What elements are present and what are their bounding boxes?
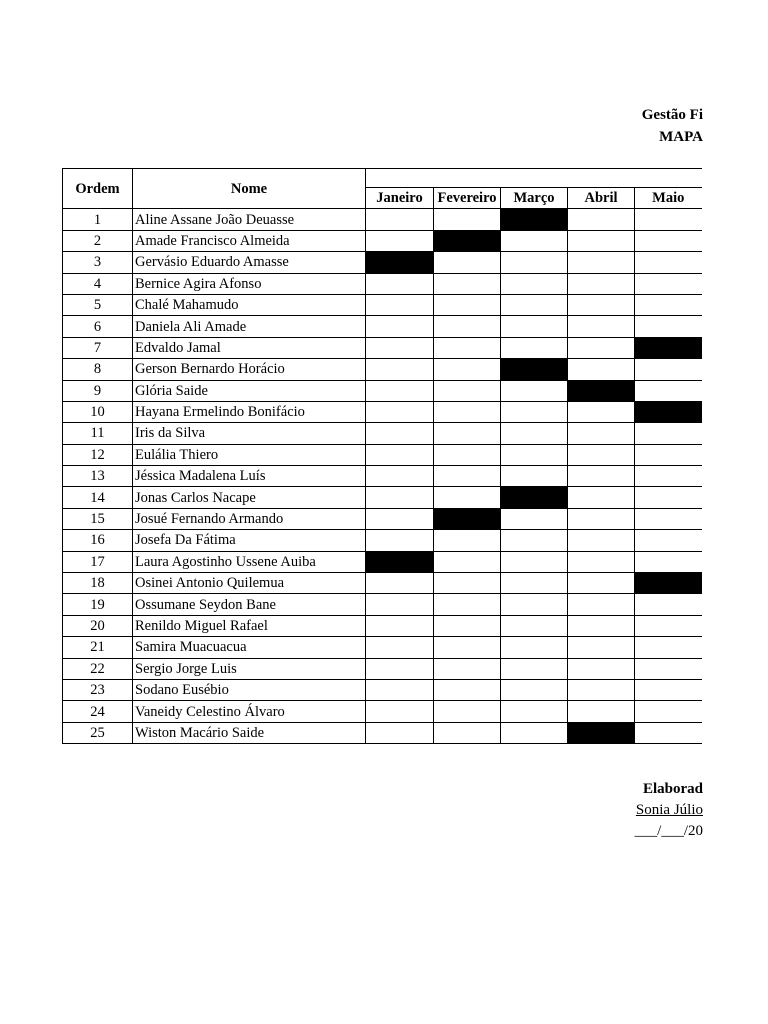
month-cell — [501, 615, 568, 636]
month-cell — [635, 722, 702, 743]
month-header: Maio — [635, 188, 702, 209]
month-cell-filled — [366, 252, 434, 273]
order-cell: 20 — [63, 615, 133, 636]
month-cell — [434, 615, 501, 636]
month-cell — [366, 722, 434, 743]
month-cell — [501, 401, 568, 422]
month-cell — [366, 701, 434, 722]
month-cell — [568, 487, 635, 508]
name-cell: Iris da Silva — [133, 423, 366, 444]
month-cell — [501, 294, 568, 315]
name-cell: Ossumane Seydon Bane — [133, 594, 366, 615]
order-cell: 14 — [63, 487, 133, 508]
month-cell — [366, 359, 434, 380]
month-cell-filled — [366, 551, 434, 572]
month-cell — [635, 273, 702, 294]
name-cell: Josefa Da Fátima — [133, 530, 366, 551]
name-cell: Osinei Antonio Quilemua — [133, 573, 366, 594]
month-cell-filled — [434, 508, 501, 529]
month-cell — [568, 530, 635, 551]
month-cell — [635, 487, 702, 508]
month-cell — [434, 444, 501, 465]
month-cell-filled — [568, 380, 635, 401]
name-cell: Eulália Thiero — [133, 444, 366, 465]
month-cell — [568, 316, 635, 337]
table-row — [63, 551, 702, 572]
month-cell — [434, 573, 501, 594]
month-cell-filled — [501, 359, 568, 380]
month-cell — [635, 230, 702, 251]
order-cell: 25 — [63, 722, 133, 743]
month-cell — [568, 230, 635, 251]
table-row — [63, 423, 702, 444]
month-cell — [434, 337, 501, 358]
month-cell — [635, 679, 702, 700]
month-cell — [501, 316, 568, 337]
month-cell-filled — [501, 209, 568, 230]
order-cell: 8 — [63, 359, 133, 380]
month-header: Janeiro — [366, 188, 434, 209]
month-cell-filled — [568, 722, 635, 743]
name-cell: Daniela Ali Amade — [133, 316, 366, 337]
name-cell: Glória Saide — [133, 380, 366, 401]
month-cell — [366, 466, 434, 487]
month-header: Abril — [568, 188, 635, 209]
month-cell — [434, 359, 501, 380]
prepared-by-label: Elaborad — [642, 781, 703, 797]
month-cell — [434, 722, 501, 743]
months-group-header — [366, 169, 702, 188]
month-cell — [366, 508, 434, 529]
month-cell — [366, 273, 434, 294]
month-cell — [635, 294, 702, 315]
month-cell — [501, 444, 568, 465]
order-cell: 24 — [63, 701, 133, 722]
table-row — [63, 679, 702, 700]
month-cell — [366, 401, 434, 422]
table-row — [63, 294, 702, 315]
month-cell-filled — [501, 487, 568, 508]
name-cell: Sodano Eusébio — [133, 679, 366, 700]
month-cell — [434, 487, 501, 508]
month-cell — [568, 594, 635, 615]
month-cell — [366, 658, 434, 679]
table-row — [63, 615, 702, 636]
month-cell — [366, 637, 434, 658]
month-cell — [434, 637, 501, 658]
name-cell: Aline Assane João Deuasse — [133, 209, 366, 230]
order-cell: 6 — [63, 316, 133, 337]
table-row — [63, 637, 702, 658]
month-cell — [434, 701, 501, 722]
month-cell — [501, 722, 568, 743]
month-cell — [635, 658, 702, 679]
order-cell: 5 — [63, 294, 133, 315]
order-cell: 12 — [63, 444, 133, 465]
month-cell — [434, 252, 501, 273]
table-row — [63, 701, 702, 722]
month-cell — [501, 508, 568, 529]
month-cell — [568, 615, 635, 636]
month-cell-filled — [635, 401, 702, 422]
name-cell: Vaneidy Celestino Álvaro — [133, 701, 366, 722]
month-cell — [501, 637, 568, 658]
month-cell — [366, 444, 434, 465]
order-cell: 15 — [63, 508, 133, 529]
month-cell — [635, 637, 702, 658]
month-cell — [635, 423, 702, 444]
order-cell: 3 — [63, 252, 133, 273]
order-cell: 17 — [63, 551, 133, 572]
month-cell — [635, 508, 702, 529]
month-cell — [501, 230, 568, 251]
month-cell — [635, 359, 702, 380]
month-cell — [568, 359, 635, 380]
table-row — [63, 487, 702, 508]
month-cell — [434, 380, 501, 401]
table-row — [63, 273, 702, 294]
name-cell: Samira Muacuacua — [133, 637, 366, 658]
month-cell — [501, 701, 568, 722]
order-cell: 19 — [63, 594, 133, 615]
name-cell: Josué Fernando Armando — [133, 508, 366, 529]
table-row — [63, 230, 702, 251]
month-cell — [568, 466, 635, 487]
month-cell — [501, 551, 568, 572]
name-cell: Chalé Mahamudo — [133, 294, 366, 315]
month-cell — [635, 252, 702, 273]
month-cell — [501, 466, 568, 487]
month-cell — [501, 594, 568, 615]
table-row — [63, 722, 702, 743]
table-row — [63, 658, 702, 679]
month-cell — [366, 209, 434, 230]
attendance-table — [62, 168, 702, 744]
month-cell — [635, 594, 702, 615]
table-row — [63, 444, 702, 465]
month-cell — [501, 337, 568, 358]
month-cell — [501, 273, 568, 294]
table-row — [63, 359, 702, 380]
month-cell — [366, 594, 434, 615]
month-cell — [366, 316, 434, 337]
name-cell: Jéssica Madalena Luís — [133, 466, 366, 487]
month-cell — [366, 337, 434, 358]
month-cell — [366, 487, 434, 508]
order-cell: 23 — [63, 679, 133, 700]
month-cell — [568, 423, 635, 444]
order-cell: 9 — [63, 380, 133, 401]
month-cell — [568, 573, 635, 594]
order-cell: 21 — [63, 637, 133, 658]
month-cell — [635, 615, 702, 636]
month-cell — [568, 658, 635, 679]
name-cell: Edvaldo Jamal — [133, 337, 366, 358]
month-cell — [434, 658, 501, 679]
name-cell: Gerson Bernardo Horácio — [133, 359, 366, 380]
document-title: Gestão Fi — [641, 107, 703, 123]
month-cell — [366, 573, 434, 594]
month-cell — [366, 615, 434, 636]
month-cell — [635, 551, 702, 572]
month-cell — [501, 679, 568, 700]
month-cell-filled — [635, 573, 702, 594]
order-cell: 1 — [63, 209, 133, 230]
table-row — [63, 337, 702, 358]
table-row — [63, 530, 702, 551]
document-subtitle: MAPA — [659, 129, 703, 145]
month-cell — [568, 637, 635, 658]
month-cell — [635, 466, 702, 487]
name-cell: Sergio Jorge Luis — [133, 658, 366, 679]
table-row — [63, 252, 702, 273]
month-cell — [501, 252, 568, 273]
month-cell — [635, 530, 702, 551]
column-header-order: Ordem — [63, 169, 133, 209]
month-cell — [635, 209, 702, 230]
table-row — [63, 209, 702, 230]
month-header: Fevereiro — [434, 188, 501, 209]
month-cell — [366, 423, 434, 444]
order-cell: 13 — [63, 466, 133, 487]
month-cell — [635, 444, 702, 465]
month-cell — [366, 380, 434, 401]
name-cell: Jonas Carlos Nacape — [133, 487, 366, 508]
month-cell — [501, 573, 568, 594]
table-row — [63, 573, 702, 594]
month-cell — [568, 294, 635, 315]
name-cell: Amade Francisco Almeida — [133, 230, 366, 251]
name-cell: Bernice Agira Afonso — [133, 273, 366, 294]
table-row — [63, 508, 702, 529]
order-cell: 10 — [63, 401, 133, 422]
name-cell: Hayana Ermelindo Bonifácio — [133, 401, 366, 422]
month-cell — [366, 294, 434, 315]
month-cell — [434, 423, 501, 444]
month-cell — [568, 209, 635, 230]
month-cell — [568, 508, 635, 529]
month-cell — [366, 530, 434, 551]
month-cell — [568, 551, 635, 572]
month-cell — [501, 530, 568, 551]
month-cell — [434, 294, 501, 315]
month-cell — [434, 679, 501, 700]
month-cell — [434, 551, 501, 572]
table-row — [63, 466, 702, 487]
table-row — [63, 401, 702, 422]
month-cell — [568, 701, 635, 722]
month-cell — [434, 401, 501, 422]
name-cell: Laura Agostinho Ussene Auiba — [133, 551, 366, 572]
order-cell: 7 — [63, 337, 133, 358]
order-cell: 16 — [63, 530, 133, 551]
month-cell — [568, 401, 635, 422]
month-cell — [434, 209, 501, 230]
month-cell — [434, 530, 501, 551]
order-cell: 22 — [63, 658, 133, 679]
month-cell — [434, 466, 501, 487]
column-header-name: Nome — [133, 169, 366, 209]
table-row — [63, 316, 702, 337]
month-cell-filled — [635, 337, 702, 358]
order-cell: 18 — [63, 573, 133, 594]
month-header: Março — [501, 188, 568, 209]
month-cell — [568, 337, 635, 358]
month-cell — [366, 230, 434, 251]
order-cell: 11 — [63, 423, 133, 444]
month-cell — [434, 316, 501, 337]
month-cell — [434, 594, 501, 615]
month-cell — [568, 444, 635, 465]
month-cell-filled — [434, 230, 501, 251]
order-cell: 4 — [63, 273, 133, 294]
month-cell — [635, 701, 702, 722]
table-row — [63, 380, 702, 401]
month-cell — [501, 423, 568, 444]
month-cell — [568, 273, 635, 294]
prepared-by-name: Sonia Júlio — [635, 802, 703, 818]
name-cell: Renildo Miguel Rafael — [133, 615, 366, 636]
month-cell — [434, 273, 501, 294]
month-cell — [568, 252, 635, 273]
table-row — [63, 594, 702, 615]
name-cell: Gervásio Eduardo Amasse — [133, 252, 366, 273]
month-cell — [366, 679, 434, 700]
month-cell — [501, 380, 568, 401]
order-cell: 2 — [63, 230, 133, 251]
signature-date: ___/___/20 — [634, 823, 703, 839]
name-cell: Wiston Macário Saide — [133, 722, 366, 743]
month-cell — [635, 380, 702, 401]
month-cell — [501, 658, 568, 679]
month-cell — [568, 679, 635, 700]
month-cell — [635, 316, 702, 337]
